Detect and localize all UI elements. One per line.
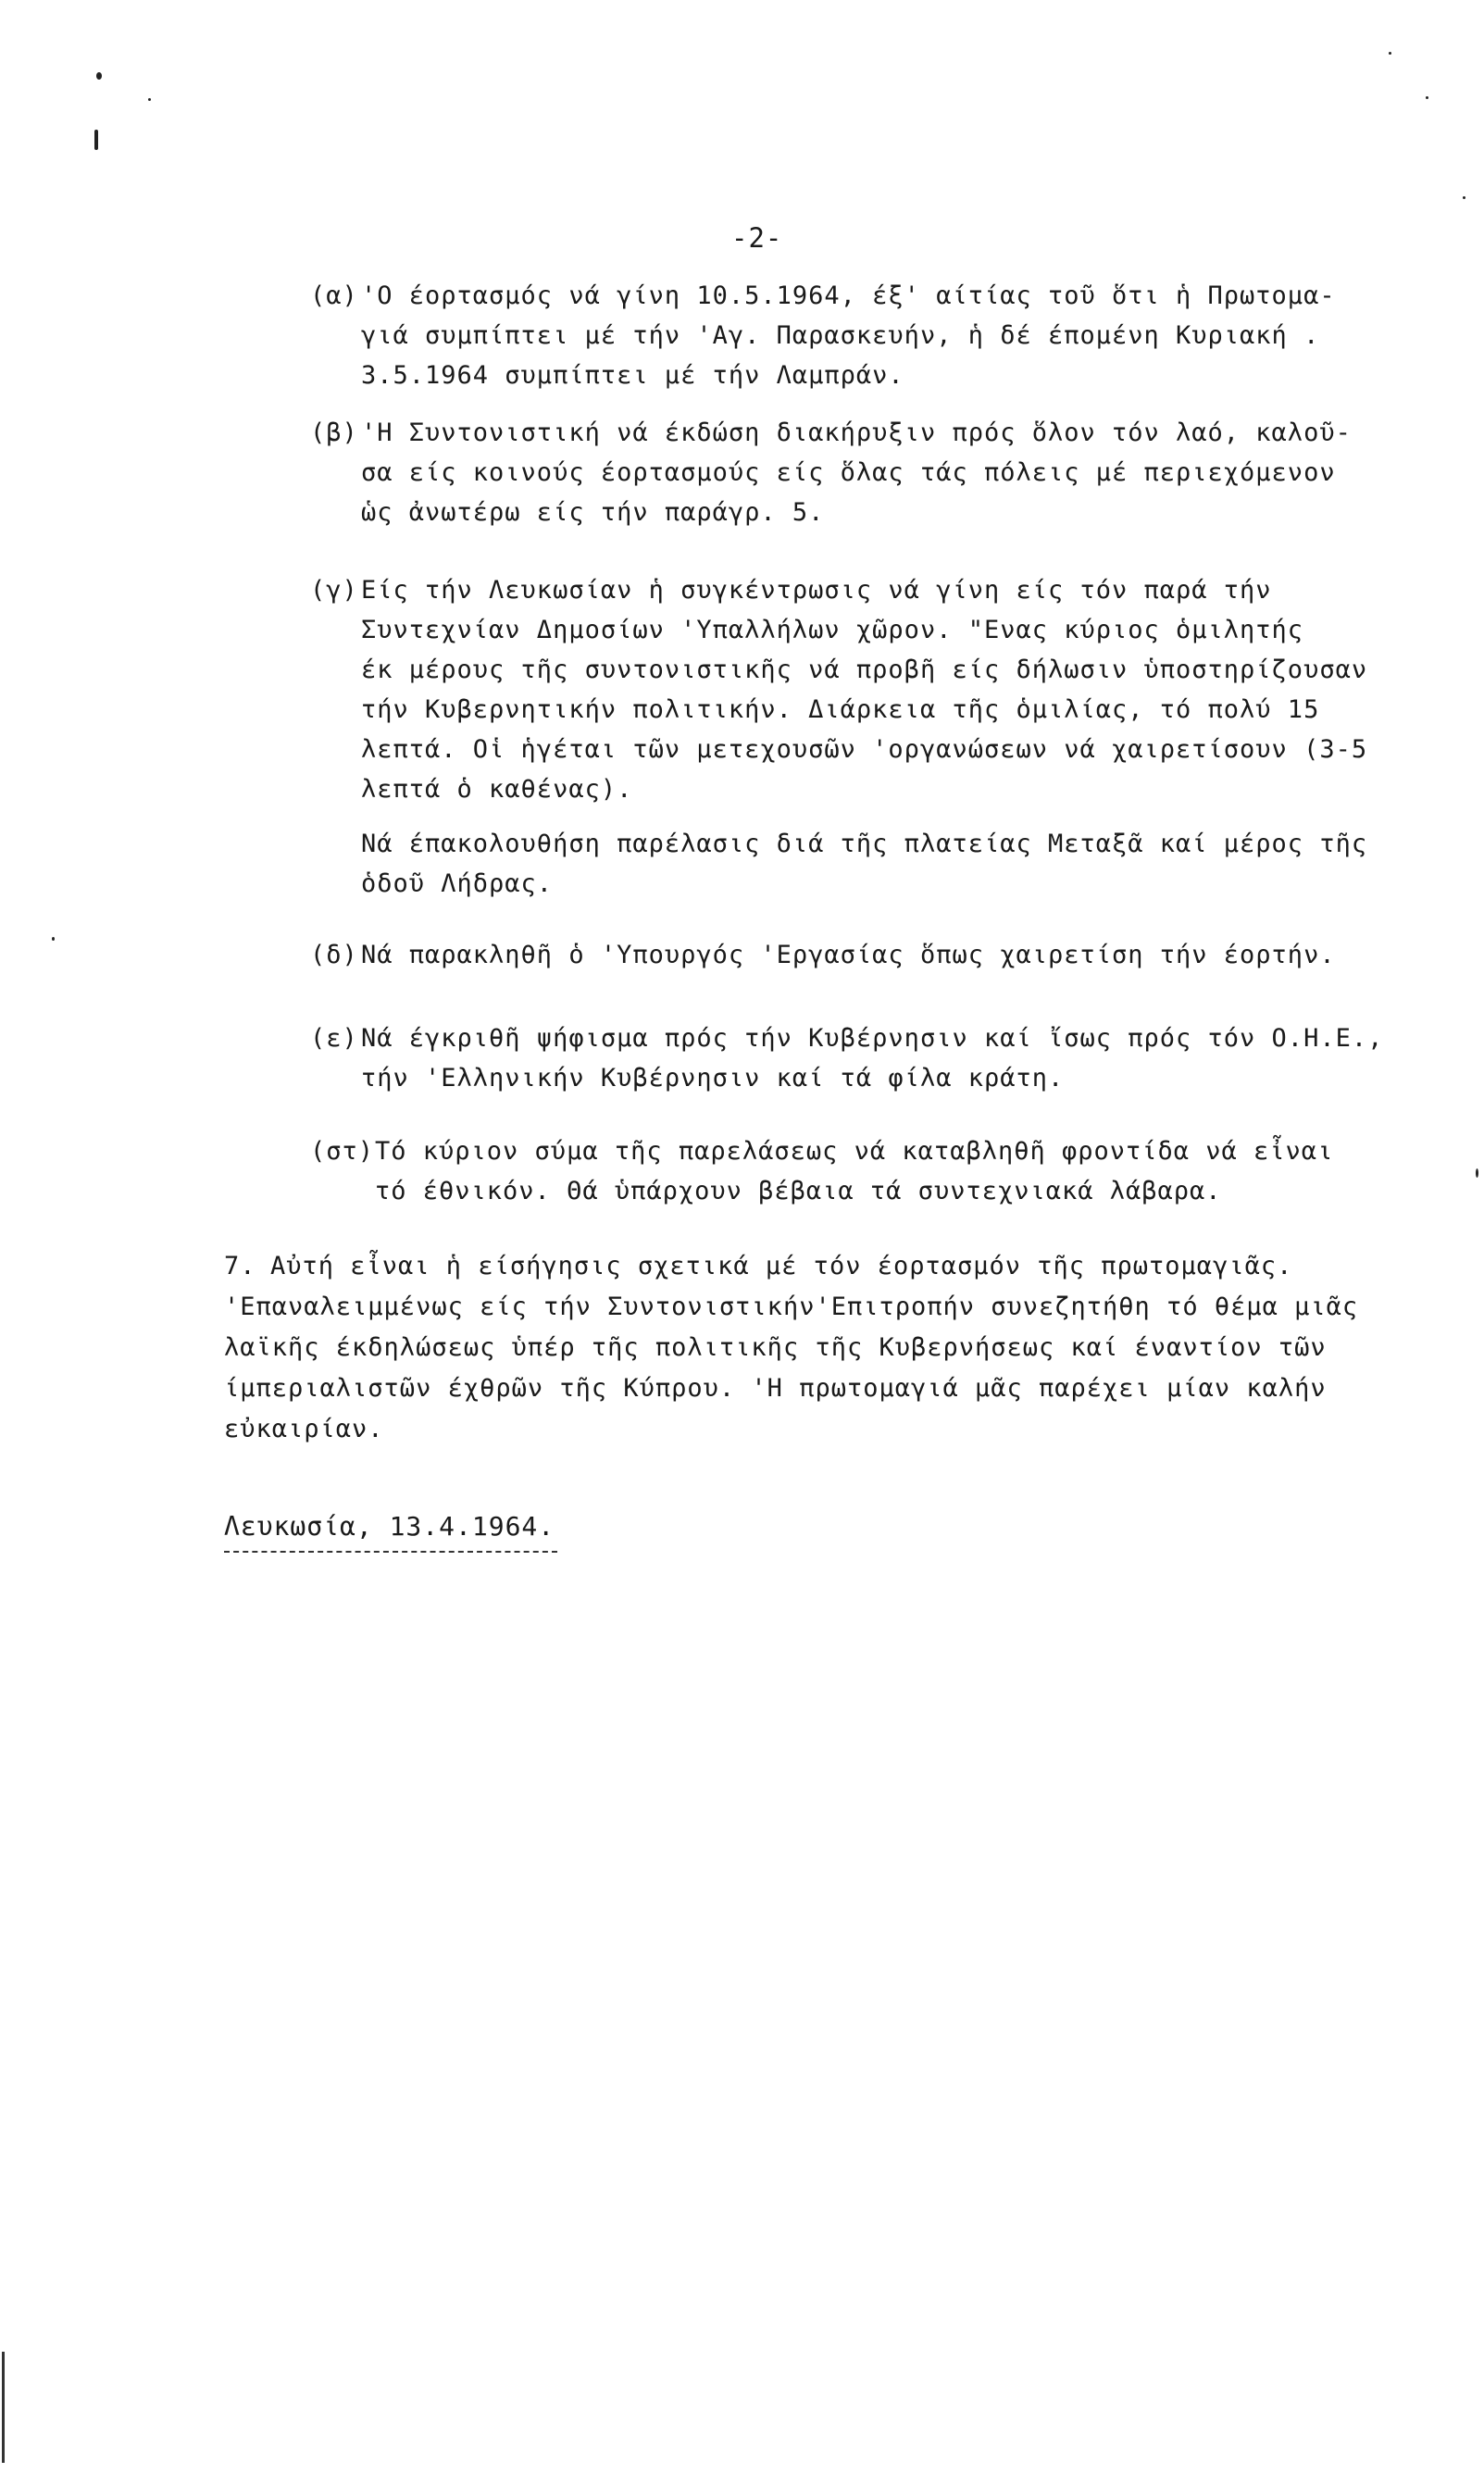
paragraph-line: Αὐτή εἶναι ἡ είσήγησις σχετικά μέ τόν έορτασμόν τῆς πρωτομαγιᾶς. [270, 1252, 1293, 1280]
scan-speck [1426, 96, 1428, 99]
item-label: (α) [310, 281, 358, 310]
item-line: Νά έγκριθῆ ψήφισμα πρός τήν Κυβέρνησιν καί ἴσως πρός τόν Ο.Η.Ε., [361, 1024, 1384, 1053]
page-number: -2- [731, 222, 783, 254]
item-line: τήν 'Ελληνικήν Κυβέρνησιν καί τά φίλα κράτη. [361, 1064, 1065, 1093]
paragraph-number: 7. [224, 1252, 256, 1280]
item-label: (στ) [310, 1137, 375, 1166]
scan-edge-mark [2, 2352, 5, 2463]
item-line: τήν Κυβερνητικήν πολιτικήν. Διάρκεια τῆς ὁμιλίας, τό πολύ 15 [361, 695, 1320, 724]
item-line: 3.5.1964 συμπίπτει μέ τήν Λαμπράν. [361, 361, 904, 390]
item-delta [310, 935, 1421, 975]
item-line: τό έθνικόν. Θά ὑπάρχουν βέβαια τά συντεχνιακά λάβαρα. [375, 1177, 1222, 1205]
item-epsilon [310, 1018, 1421, 1098]
item-label: (γ) [310, 576, 358, 605]
item-line: 'Ο έορτασμός νά γίνη 10.5.1964, έξ' αίτίας τοῦ ὅτι ἡ Πρωτομα- [361, 281, 1336, 310]
paragraph-line: λαϊκῆς έκδηλώσεως ὑπέρ τῆς πολιτικῆς τῆς Κυβερνήσεως καί έναντίον τῶν [224, 1333, 1327, 1362]
item-line: Τό κύριον σύμα τῆς παρελάσεως νά καταβληθῆ φροντίδα νά εἶναι [375, 1137, 1334, 1166]
scan-speck [1476, 1168, 1478, 1178]
item-line: Νά παρακληθῆ ὁ 'Υπουργός 'Εργασίας ὅπως χαιρετίση τήν έορτήν. [361, 941, 1336, 969]
item-label: (δ) [310, 941, 358, 969]
item-label: (β) [310, 418, 358, 447]
paragraph-line: 'Επαναλειμμένως είς τήν Συντονιστικήν'Επιτροπήν συνεζητήθη τό θέμα μιᾶς [224, 1293, 1359, 1321]
item-line: γιά συμπίπτει μέ τήν 'Αγ. Παρασκευήν, ἡ δέ έπομένη Κυριακή . [361, 321, 1320, 350]
scan-speck [94, 130, 98, 150]
paragraph-line: ίμπεριαλιστῶν έχθρῶν τῆς Κύπρου. 'Η πρωτομαγιά μᾶς παρέχει μίαν καλήν [224, 1374, 1327, 1403]
item-line: λεπτά. Οἱ ἡγέται τῶν μετεχουσῶν 'οργανώσεων νά χαιρετίσουν (3-5 [361, 735, 1368, 764]
item-line: 'Η Συντονιστική νά έκδώση διακήρυξιν πρός ὅλον τόν λαό, καλοῦ- [361, 418, 1352, 447]
item-line: Νά έπακολουθήση παρέλασις διά τῆς πλατείας Μεταξᾶ καί μέρος τῆς [361, 830, 1368, 858]
scan-speck [148, 98, 151, 101]
item-line: ὡς ἀνωτέρω είς τήν παράγρ. 5. [361, 498, 825, 527]
item-beta [310, 413, 1421, 532]
item-stigma [310, 1131, 1421, 1211]
signature-date: Λευκωσία, 13.4.1964. [224, 1511, 555, 1542]
paragraph-line: εὐκαιρίαν. [224, 1415, 384, 1443]
item-label: (ε) [310, 1024, 358, 1053]
scan-speck [52, 937, 55, 941]
paragraph-7 [224, 1246, 1418, 1450]
item-alpha [310, 276, 1421, 395]
item-line: ὁδοῦ Λήδρας. [361, 869, 554, 898]
date-underline [224, 1551, 557, 1553]
scan-speck [1463, 196, 1465, 199]
item-line: έκ μέρους τῆς συντονιστικῆς νά προβῆ είς δήλωσιν ὑποστηρίζουσαν [361, 656, 1368, 684]
item-gamma-continuation [361, 824, 1426, 904]
scan-speck [96, 72, 102, 80]
item-gamma [310, 570, 1421, 809]
item-line: Είς τήν Λευκωσίαν ἡ συγκέντρωσις νά γίνη είς τόν παρά τήν [361, 576, 1272, 605]
scan-speck [1389, 52, 1391, 55]
item-line: Συντεχνίαν Δημοσίων 'Υπαλλήλων χῶρον. "Ενας κύριος ὁμιλητής [361, 616, 1304, 644]
item-line: λεπτά ὁ καθένας). [361, 775, 633, 804]
item-line: σα είς κοινούς έορτασμούς είς ὅλας τάς πόλεις μέ περιεχόμενον [361, 458, 1336, 487]
